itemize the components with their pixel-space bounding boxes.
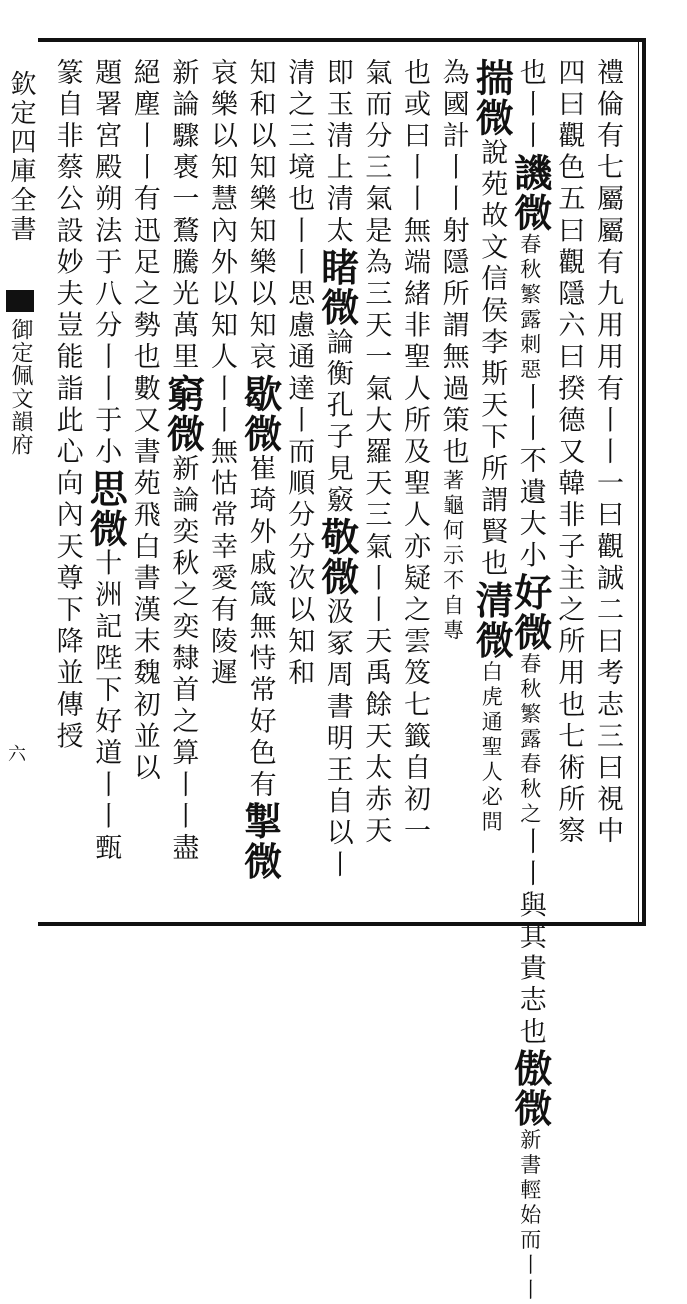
body-text: 為國計丨丨射隱所謂無過策也 bbox=[437, 58, 469, 469]
body-text: 崔琦外戚箴無恃常好色有 bbox=[244, 454, 276, 802]
annotation-text: 新書輕始 bbox=[517, 1128, 542, 1229]
text-column bbox=[360, 58, 390, 848]
entry-heading: 掣微 bbox=[237, 801, 283, 882]
text-column bbox=[507, 58, 553, 1304]
entry-heading: 思微 bbox=[83, 468, 129, 549]
body-text: 也丨丨 bbox=[514, 58, 546, 153]
entry-heading: 揣微 bbox=[469, 58, 515, 138]
body-text: 知和以知樂知樂以知哀 bbox=[244, 58, 276, 374]
body-text: 氣而分三氣是為三天一氣大羅天三氣丨丨天禹餘天太赤天 bbox=[360, 58, 392, 848]
body-text: 丨丨不遺大小 bbox=[514, 382, 546, 573]
text-column bbox=[438, 58, 468, 644]
annotation-text: 春秋繁露春秋之 bbox=[517, 652, 542, 828]
text-column bbox=[83, 58, 129, 865]
entry-heading: 睹微 bbox=[314, 247, 360, 328]
annotation-text: 著龜何示不自專 bbox=[440, 468, 465, 644]
body-text: 十洲記陛下好道丨丨甄 bbox=[90, 548, 122, 865]
body-text: 丨丨無怙常幸愛有陵遲 bbox=[206, 374, 237, 690]
text-column bbox=[52, 58, 82, 753]
body-text: 丨丨思慮通達 bbox=[283, 216, 315, 406]
text-column bbox=[592, 58, 622, 848]
annotation-text: 春秋繁露刺惡 bbox=[517, 232, 542, 383]
body-text: 清之三境也 bbox=[283, 58, 315, 216]
page-number: 六 bbox=[8, 744, 26, 765]
entry-heading: 歇微 bbox=[237, 374, 283, 454]
body-text: 四曰觀色五曰觀隱六曰揆德又韓非子主之所用也七術所察 bbox=[553, 58, 585, 848]
book-title: 御定佩文韻府 bbox=[8, 318, 33, 456]
body-text: 數又書苑飛白書漢末魏初並以 bbox=[128, 374, 160, 785]
entry-heading: 窮微 bbox=[160, 374, 206, 454]
body-text: 絕塵丨丨有迅足之勢也 bbox=[128, 58, 160, 374]
entry-heading: 譏微 bbox=[507, 152, 553, 233]
text-column bbox=[160, 58, 206, 865]
entry-heading: 敬微 bbox=[314, 517, 360, 598]
body-text: 論衡孔子見竅 bbox=[321, 327, 353, 518]
text-column bbox=[129, 58, 159, 785]
entry-heading: 傲微 bbox=[507, 1048, 553, 1129]
text-column bbox=[553, 58, 583, 848]
body-text: 哀樂以知慧內外以知人 bbox=[206, 58, 237, 374]
text-column bbox=[283, 58, 313, 690]
body-text: 題署宮殿朔法于八分丨丨于小 bbox=[90, 58, 122, 469]
body-text: 說苑故文信侯李斯天下所謂賢也 bbox=[476, 138, 508, 581]
text-column bbox=[314, 58, 360, 882]
text-column bbox=[469, 58, 515, 836]
body-text: 禮倫有七屬屬有九用用有丨丨一曰觀誠二曰考志三曰視中 bbox=[592, 58, 623, 848]
annotation-text: 而丨丨 bbox=[517, 1228, 542, 1304]
text-column bbox=[206, 58, 236, 690]
body-text: 新論奕秋之奕隸首之算丨丨盡 bbox=[167, 454, 199, 865]
body-text: 心向內天尊下降並傳授 bbox=[51, 437, 83, 754]
body-text: 新論驟褭一鶩騰光萬里 bbox=[167, 58, 199, 374]
body-text: 即玉清上清太 bbox=[321, 58, 353, 248]
body-text: 篆自非蔡公設妙夫豈能詣此 bbox=[51, 58, 83, 438]
margin-strip bbox=[0, 0, 38, 957]
collection-title: 欽定四庫全書 bbox=[6, 70, 36, 244]
body-text: 丨而順分分次以知和 bbox=[283, 405, 315, 691]
body-text: 也或曰丨丨無端緒非聖人所及聖人亦疑之雲笈七籤自初一 bbox=[399, 58, 430, 848]
text-column bbox=[237, 58, 283, 882]
fish-tail-mark bbox=[6, 290, 34, 312]
body-text: 汲冢周書明王自以丨 bbox=[321, 597, 353, 882]
entry-heading: 清微 bbox=[469, 580, 515, 661]
entry-heading: 好微 bbox=[507, 572, 553, 653]
text-column bbox=[399, 58, 429, 848]
annotation-text: 白虎通聖人必問 bbox=[479, 660, 504, 836]
body-text: 丨丨與其貴志也 bbox=[514, 827, 546, 1049]
